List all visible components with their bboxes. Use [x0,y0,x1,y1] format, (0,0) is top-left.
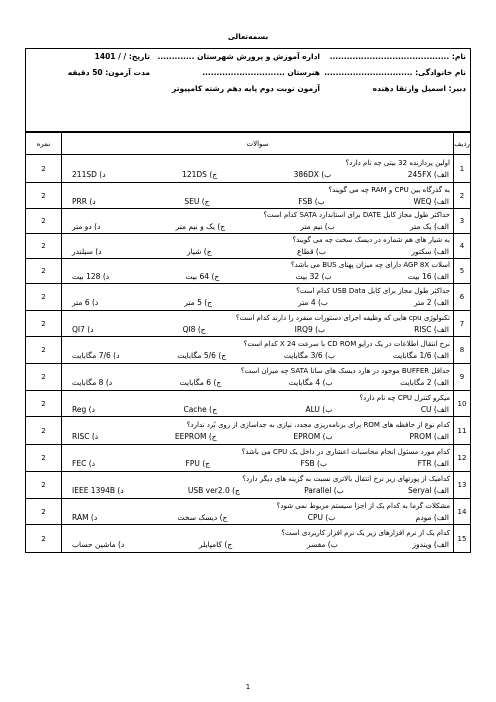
question-cell [62,391,454,417]
question-number: 12 [454,445,471,472]
question-text: کدام نوع از حافظه های ROM برای برنامه‌ریزی مجدد، نیازی به جداسازی از روی بُرد ندارد؟ [186,420,450,429]
option-a: الف) CU [420,404,449,414]
question-row [26,337,471,364]
option-d: د) FEC [72,459,95,468]
option-b: ب) ALU [305,404,333,414]
table-header-row [26,133,471,155]
question-options [62,169,453,181]
question-score: 2 [26,417,62,445]
question-options [62,539,453,551]
question-score: 2 [26,311,62,337]
question-row [26,311,471,337]
question-text: نرخ انتقال اطلاعات در یک درایو CD ROM با سرعت 24 X کدام است؟ [243,340,450,348]
question-options [62,458,453,470]
option-c: ج) کامپایلر [198,539,233,549]
question-score: 2 [26,391,62,417]
question-text: میکرو کنترل CPU چه نام دارد؟ [359,393,450,402]
question-cell [62,259,454,284]
option-a: الف) Seryal [407,486,449,495]
option-b: ب) 3/6 مگابایت [283,351,336,360]
question-number: 4 [454,234,471,259]
question-text: اسلات AGP 8X دارای چه میزان پهنای BUS می باشد؟ [290,261,450,269]
question-text: کدام یک از نرم افزارهای زیر یک نرم افزار کاربردی است؟ [281,528,450,537]
question-text: حداقل BUFFER موجود در هارد دیسک های ساتا SATA چه میزان است؟ [240,367,450,375]
question-text: حداکثر طول مجاز کابل DATE برای استاندارد SATA کدام است؟ [263,211,450,219]
option-b: ب) 4 مگابایت [288,378,333,387]
bismillah: بسمه‌تعالی [227,32,269,41]
exam-header [25,48,471,132]
question-options [62,512,453,524]
question-score: 2 [26,525,62,553]
option-d: د) دو متر [72,222,101,231]
question-cell [62,445,454,472]
question-text: حداکثر طول مجاز برای کابل USB Data کدام است؟ [296,287,450,295]
question-score: 2 [26,284,62,311]
question-text: به شیار های هم شماره در دیسک سخت چه می گویند؟ [292,236,450,244]
option-b: ب) 4 متر [298,298,328,307]
office-field: اداره آموزش و پرورش شهرستان ............. [157,52,320,61]
question-row [26,391,471,417]
question-row [26,364,471,391]
name-field: نام: .......................................... [329,52,466,61]
question-row [26,155,471,183]
question-number: 8 [454,337,471,364]
option-d: د) سیلندر [72,247,102,256]
question-cell [62,284,454,311]
option-c: ج) EEPROM [174,431,217,441]
question-score: 2 [26,472,62,499]
question-number: 2 [454,183,471,209]
question-number: 1 [454,155,471,183]
option-b: ب) 386DX [293,169,332,179]
question-row [26,472,471,499]
question-number: 7 [454,311,471,337]
school-field: هنرستان ............................. [202,68,320,77]
question-text: کدامیک از پورتهای زیر نرخ انتقال بالاتری نسبت به گزینه های دیگر دارد؟ [242,475,450,483]
option-a: الف) 16 بیت [407,272,449,281]
question-number: 10 [454,391,471,417]
option-a: الف) WEQ [413,196,449,206]
option-a: الف) 2 متر [413,298,449,307]
option-d: د) RAM [72,512,98,522]
question-cell [62,234,454,259]
option-c: ج) دیسک سخت [177,512,228,522]
question-number: 13 [454,472,471,499]
question-score: 2 [26,155,62,183]
option-d: د) QI7 [72,324,94,334]
option-a: الف) سکتور [411,247,449,256]
option-c: ج) 5 متر [184,298,213,307]
col-score: نمره [26,133,62,155]
question-options [62,485,453,497]
option-b: ب) Parallel [304,486,344,495]
option-b: ب) مفسر [306,539,338,549]
option-a: الف) PROM [409,431,449,441]
question-text: تکنولوژی cpu هایی که وظیفه اجرای دستورات منفرد را دارند کدام است؟ [235,313,450,322]
question-text: مشکلات گرما به کدام یک از اجزا سیستم مربوط نمی شود؟ [276,501,450,510]
question-options [62,431,453,443]
question-options [62,324,453,336]
questions-table [25,132,471,553]
option-c: ج) 6 مگابایت [179,378,222,387]
question-number: 11 [454,417,471,445]
option-b: ب) IRQ9 [294,324,326,334]
option-c: ج) 121DS [182,169,218,179]
option-b: ب) نیم متر [300,222,335,231]
option-c: ج) QI8 [182,324,206,334]
family-field: نام خانوادگی: ............................... [324,68,466,77]
question-row [26,259,471,284]
option-c: ج) 5/6 مگابایت [177,351,227,360]
question-options [62,271,453,283]
page-number: 1 [245,683,251,691]
option-c: ج) FPU [185,459,210,468]
option-d: د) 211SD [72,169,106,179]
option-b: ب) قطاع [297,247,326,256]
option-c: ج) شیار [186,247,212,256]
question-options [62,404,453,416]
question-score: 2 [26,183,62,209]
question-cell [62,209,454,234]
question-score: 2 [26,445,62,472]
question-options [62,196,453,208]
teacher-field: دبیر: اسمیل وارتقا دهنده [372,84,466,93]
question-row [26,284,471,311]
question-score: 2 [26,337,62,364]
question-row [26,499,471,525]
option-b: ب) CPU [307,512,336,522]
option-a: الف) 1/6 مگابایت [392,351,449,360]
question-text: به گذرگاه بین CPU و RAM چه می گویند؟ [328,185,450,194]
exam-title: آزمون نوبت دوم پایه دهم رشته کامپیوتر [172,84,320,93]
option-a: الف) RISC [414,324,449,334]
question-number: 6 [454,284,471,311]
question-number: 14 [454,499,471,525]
option-a: الف) 2 مگابایت [400,378,449,387]
question-options [62,377,453,389]
question-score: 2 [26,499,62,525]
option-a: الف) FTR [417,459,449,468]
question-cell [62,364,454,391]
question-number: 3 [454,209,471,234]
question-row [26,417,471,445]
question-number: 15 [454,525,471,553]
option-a: الف) یک متر [409,222,449,231]
question-score: 2 [26,209,62,234]
question-cell [62,183,454,209]
option-c: ج) 64 بیت [185,272,220,281]
question-cell [62,472,454,499]
duration-field: مدت آزمون: 50 دقیقه [67,68,150,77]
col-questions: سوالات [62,133,454,155]
question-cell [62,155,454,183]
question-options [62,297,453,309]
question-options [62,221,453,233]
question-row [26,525,471,553]
question-text: کدام مورد مسئول انجام محاسبات اعشاری در داخل یک CPU می باشد؟ [241,448,450,456]
option-d: د) Reg [72,404,95,414]
question-score: 2 [26,364,62,391]
question-options [62,246,453,258]
date-field: تاریخ: / / 1401 [94,52,150,61]
option-b: ب) 32 بیت [295,272,332,281]
option-d: د) 8 مگابایت [72,378,113,387]
col-row: ردیف [454,133,471,155]
question-text: اولین پردازنده 32 بیتی چه نام دارد؟ [345,158,450,167]
option-d: د) ماشین حساب [72,539,125,549]
question-options [62,350,453,362]
question-row [26,209,471,234]
option-d: د) 6 متر [72,298,99,307]
option-b: ب) EPROM [293,431,333,441]
question-score: 2 [26,259,62,284]
option-a: الف) ویندوز [412,539,449,549]
option-a: الف) 245FX [407,169,449,179]
option-d: د) IEEE 1394B [72,486,124,495]
option-b: ب) FSB [298,196,325,206]
question-row [26,183,471,209]
option-c: ج) Cache [183,404,217,414]
question-cell [62,311,454,337]
option-c: ج) USB ver2.0 [187,486,240,495]
option-d: د) PRR [72,196,96,206]
question-number: 9 [454,364,471,391]
question-row [26,445,471,472]
question-cell [62,525,454,553]
option-d: د) RISC [72,431,99,441]
option-d: د) 128 بیت [72,272,110,281]
question-number: 5 [454,259,471,284]
question-score: 2 [26,234,62,259]
question-row [26,234,471,259]
question-cell [62,417,454,445]
option-a: الف) مودم [415,512,449,522]
option-d: د) 7/6 مگابایت [72,351,120,360]
option-c: ج) SEU [184,196,210,206]
question-cell [62,337,454,364]
option-b: ب) FSB [300,459,328,468]
question-cell [62,499,454,525]
option-c: ج) یک و نیم متر [175,222,226,231]
